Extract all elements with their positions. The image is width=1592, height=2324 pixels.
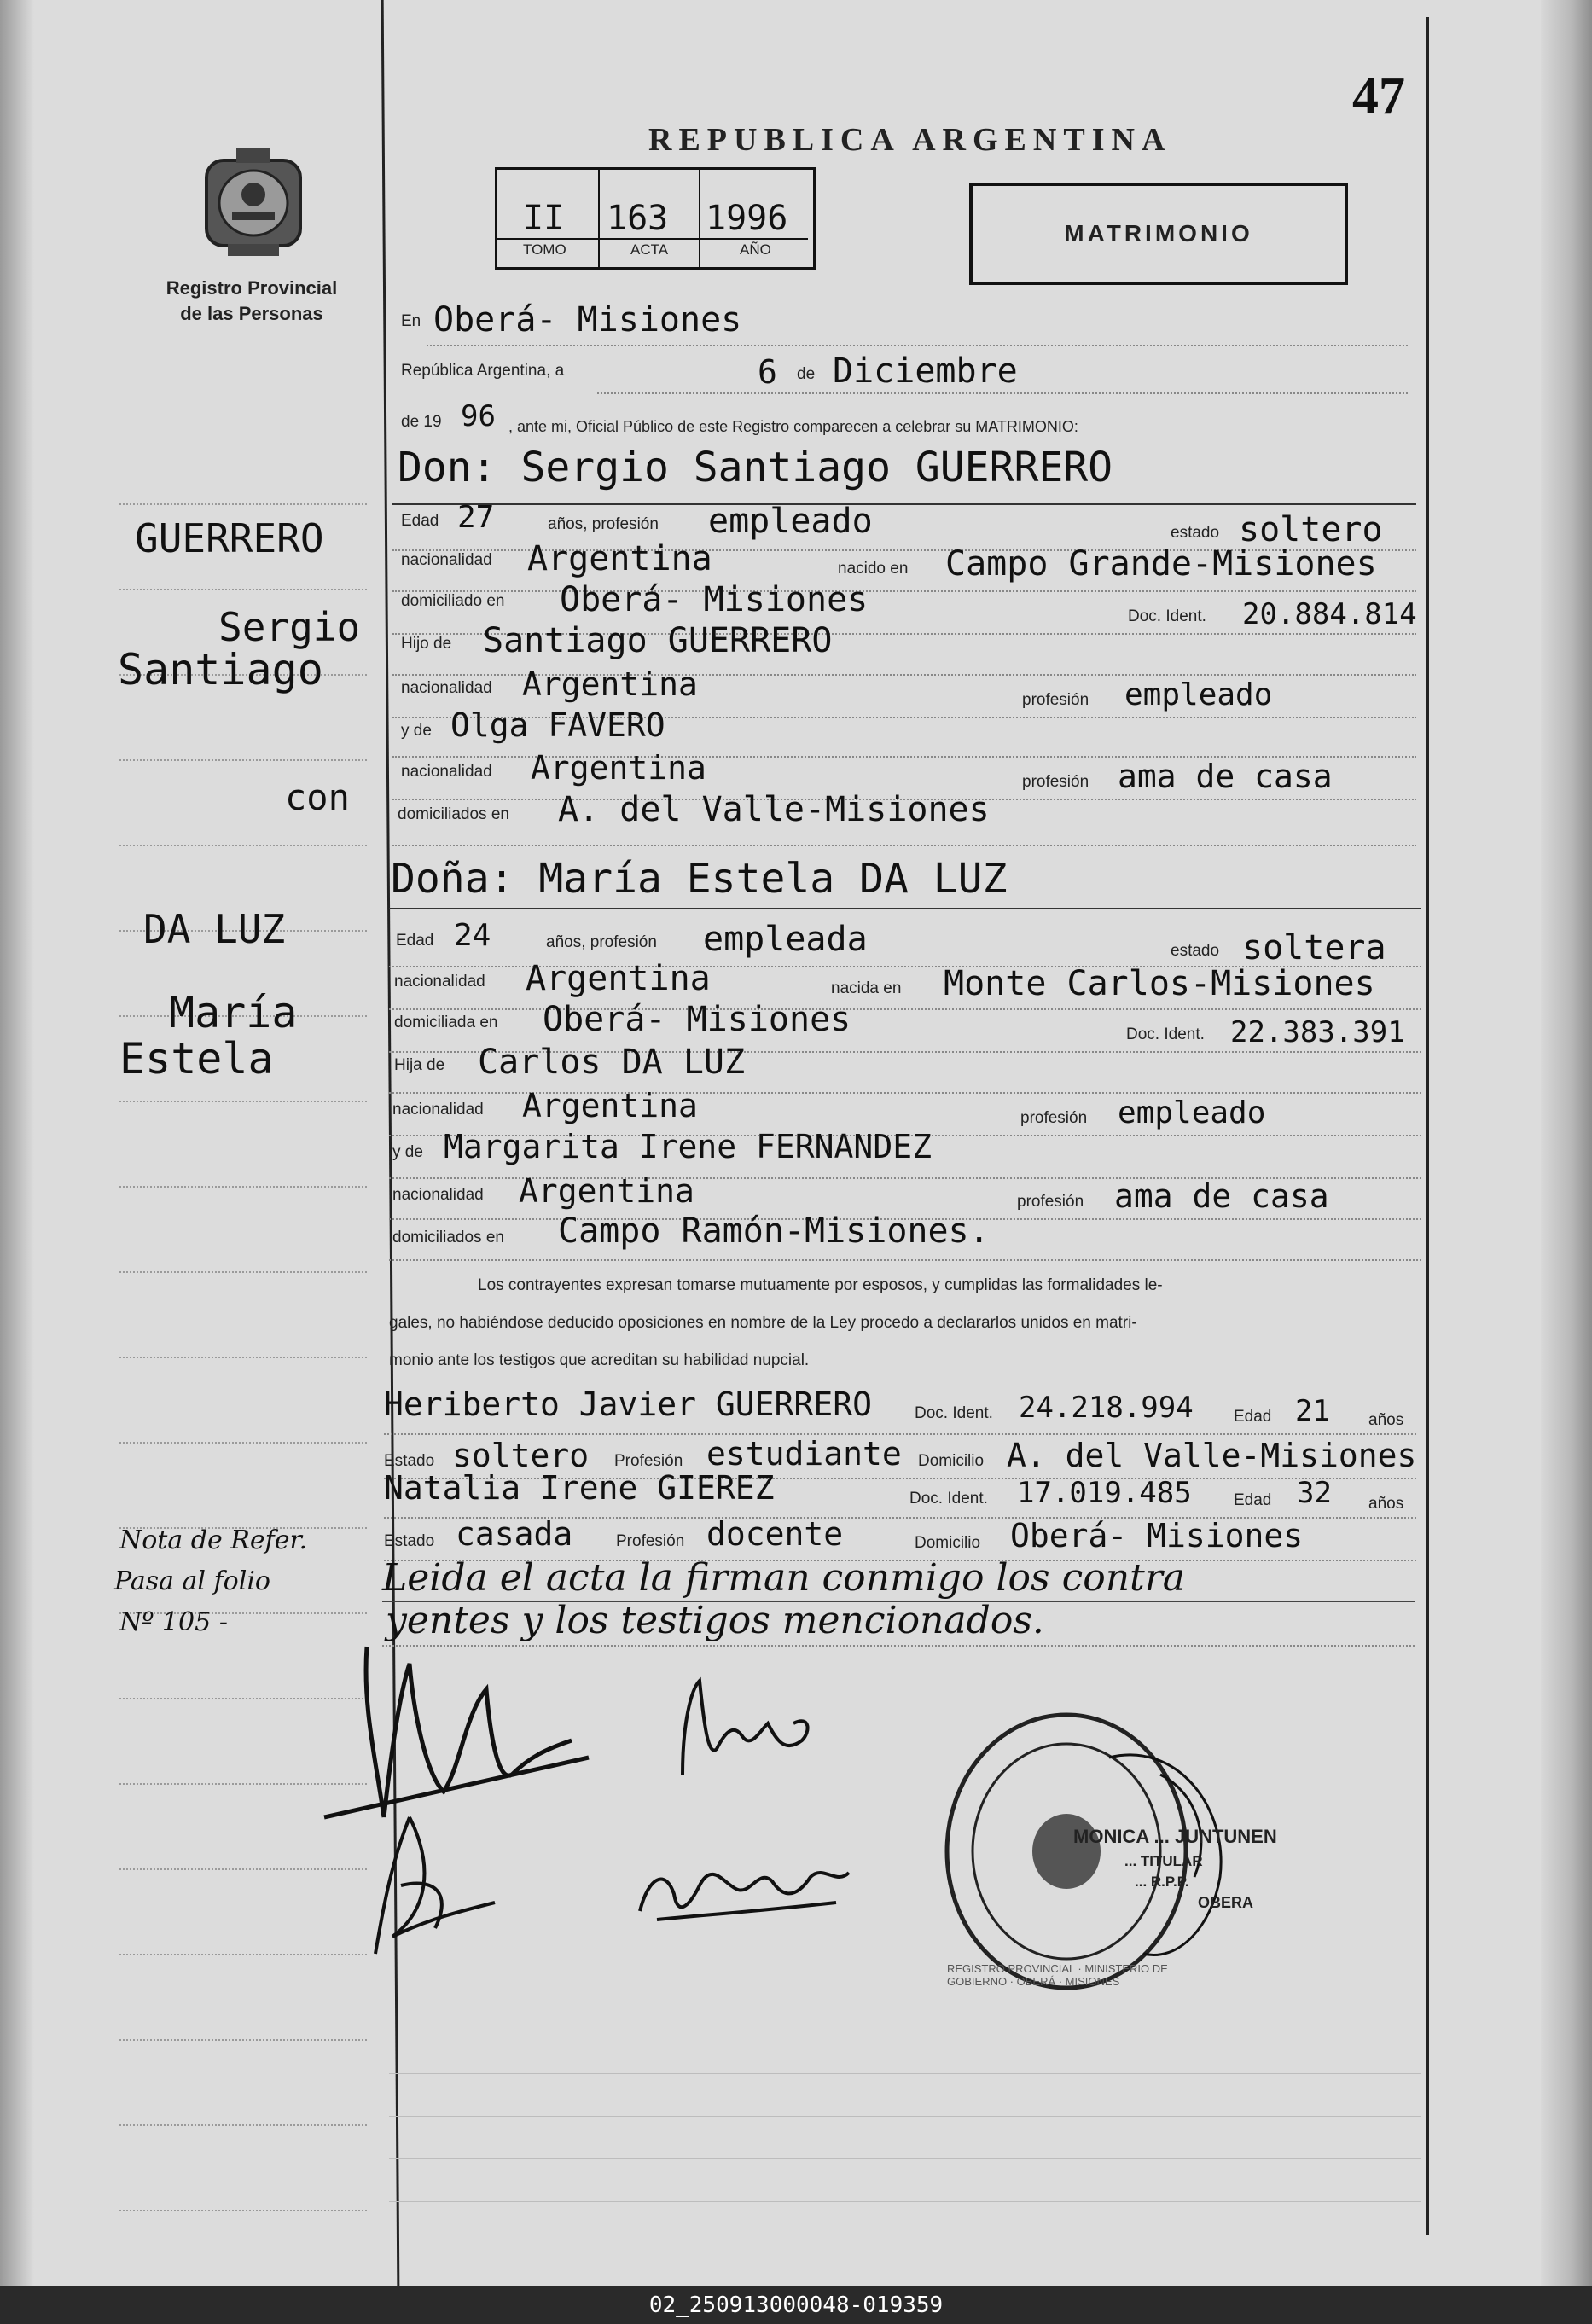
witness-marital: casada <box>456 1515 573 1553</box>
document-type-box <box>969 183 1348 285</box>
bride-birthplace: Monte Carlos-Misiones <box>944 964 1375 1003</box>
bride-nacida-label: nacida en <box>831 979 902 997</box>
bride-nac-label: nacionalidad <box>394 973 485 991</box>
witness-dom-label: Domicilio <box>915 1534 981 1552</box>
bride-domicile: Oberá- Misiones <box>543 1000 851 1039</box>
groom-age: 27 <box>457 500 495 535</box>
bride-dom-label: domiciliada en <box>394 1014 498 1031</box>
groom-nationality: Argentina <box>527 539 712 578</box>
witness-domicile: Oberá- Misiones <box>1010 1517 1304 1554</box>
formal-text-line2: gales, no habiéndose deducido oposiciones en nombre de la Ley procedo a declararlos unidos en matri- <box>389 1314 1137 1332</box>
month: Diciembre <box>833 352 1018 391</box>
stamp-line1: MONICA ... JUNTUNEN <box>1073 1826 1277 1847</box>
bride-doc-label: Doc. Ident. <box>1126 1025 1205 1043</box>
tomo-label: TOMO <box>523 241 566 258</box>
witness-domicile: A. del Valle-Misiones <box>1007 1437 1417 1474</box>
witness1-signature <box>358 1809 512 1962</box>
closing-line1: Leida el acta la firman conmigo los contra <box>382 1556 1185 1600</box>
groom-anos-prof-label: años, profesión <box>548 515 659 533</box>
groom-profession: empleado <box>708 502 873 541</box>
witness-estado-label: Estado <box>384 1532 435 1550</box>
groom-mother-prof-label: profesión <box>1022 773 1089 791</box>
margin-note1: Nota de Refer. <box>119 1525 308 1555</box>
margin-note2: Pasa al folio <box>114 1566 270 1596</box>
groom-marital: soltero <box>1239 510 1383 549</box>
witness-prof-label: Profesión <box>614 1452 683 1470</box>
bride-mother-prof-label: profesión <box>1017 1193 1084 1211</box>
witness-age: 21 <box>1295 1394 1330 1428</box>
bride-nationality: Argentina <box>526 959 711 998</box>
witness-anos-label: años <box>1368 1495 1404 1513</box>
witness2-signature <box>631 1843 853 1937</box>
bride-estado-label: estado <box>1171 942 1220 960</box>
witness-edad-label: Edad <box>1234 1408 1272 1426</box>
acta-value: 163 <box>607 199 669 238</box>
witness-doc: 24.218.994 <box>1019 1391 1194 1425</box>
day: 6 <box>758 353 777 391</box>
margin-given2a: María <box>169 988 298 1037</box>
bride-edad-label: Edad <box>396 932 434 950</box>
margin-note3: Nº 105 - <box>119 1607 228 1637</box>
groom-hijo-label: Hijo de <box>401 635 452 653</box>
en-label: En <box>401 312 421 330</box>
bride-marital: soltera <box>1242 928 1386 967</box>
bride-title: Doña: María Estela DA LUZ <box>391 855 1008 903</box>
groom-signature <box>316 1638 597 1834</box>
acta-cell <box>598 170 700 267</box>
groom-nacido-label: nacido en <box>838 560 909 578</box>
place: Oberá- Misiones <box>433 300 742 340</box>
groom-father-nac-label: nacionalidad <box>401 679 492 697</box>
bride-hija-label: Hija de <box>394 1056 445 1074</box>
witness-age: 32 <box>1297 1476 1332 1510</box>
ano-cell <box>699 170 808 267</box>
witness-doc-label: Doc. Ident. <box>915 1404 993 1422</box>
groom-nac-label: nacionalidad <box>401 551 492 569</box>
witness-profession: estudiante <box>706 1435 902 1473</box>
bride-mother-nac-label: nacionalidad <box>392 1186 484 1204</box>
witness-prof-label: Profesión <box>616 1532 685 1550</box>
witness-name: Natalia Irene GIEREZ <box>384 1469 775 1507</box>
witness-name: Heriberto Javier GUERRERO <box>384 1386 872 1423</box>
margin-conj: con <box>285 776 350 818</box>
margin-surname1: GUERRERO <box>135 515 324 561</box>
groom-father-nat: Argentina <box>522 665 698 703</box>
bride-yde-label: y de <box>392 1143 423 1161</box>
bride-mother-nat: Argentina <box>519 1172 694 1210</box>
groom-mother-prof: ama de casa <box>1118 758 1333 795</box>
country-title: REPUBLICA ARGENTINA <box>648 122 1172 158</box>
de-year-label: de 19 <box>401 413 442 431</box>
bride-signature <box>665 1672 819 1792</box>
stamp-line3: ... R.P.P. <box>1135 1874 1189 1890</box>
tomo-value: II <box>523 199 565 238</box>
stamp-line4: OBERA <box>1198 1894 1254 1911</box>
groom-title: Don: Sergio Santiago GUERRERO <box>398 444 1113 491</box>
groom-parents-dom-label: domiciliados en <box>398 805 509 823</box>
groom-estado-label: estado <box>1171 524 1220 542</box>
groom-doc-label: Doc. Ident. <box>1128 607 1206 625</box>
bride-father-prof-label: profesión <box>1020 1109 1088 1127</box>
bride-profession: empleada <box>703 920 868 959</box>
groom-dom-label: domiciliado en <box>401 592 505 610</box>
witness-estado-label: Estado <box>384 1452 435 1470</box>
year-suffix: 96 <box>461 399 496 433</box>
bride-mother: Margarita Irene FERNANDEZ <box>444 1128 932 1165</box>
groom-mother-nat: Argentina <box>531 749 706 787</box>
record-number-box <box>495 167 816 270</box>
formal-text-line1: Los contrayentes expresan tomarse mutuamente por esposos, y cumplidas las formalidades le- <box>478 1276 1163 1294</box>
provincial-emblem-icon <box>198 143 309 263</box>
registry-line1: Registro Provincial <box>166 277 338 299</box>
bride-father-nac-label: nacionalidad <box>392 1101 484 1118</box>
witness-doc: 17.019.485 <box>1017 1476 1192 1510</box>
bride-father-prof: empleado <box>1118 1095 1266 1130</box>
bride-father-nat: Argentina <box>522 1087 698 1124</box>
republica-label: República Argentina, a <box>401 362 565 380</box>
document-type: MATRIMONIO <box>1064 220 1253 247</box>
right-rule <box>1426 17 1429 2235</box>
margin-given2b: Estela <box>119 1034 274 1084</box>
formal-text-line3: monio ante los testigos que acreditan su habilidad nupcial. <box>389 1351 810 1369</box>
ano-value: 1996 <box>706 199 788 238</box>
margin-given1a: Sergio <box>218 604 361 650</box>
acta-label: ACTA <box>630 241 669 258</box>
groom-father: Santiago GUERRERO <box>483 621 833 660</box>
groom-mother-nac-label: nacionalidad <box>401 763 492 781</box>
de-label: de <box>797 365 816 383</box>
witness-doc-label: Doc. Ident. <box>909 1490 988 1508</box>
witness-anos-label: años <box>1368 1411 1404 1429</box>
groom-doc: 20.884.814 <box>1242 597 1417 631</box>
tomo-cell <box>497 170 600 267</box>
groom-mother: Olga FAVERO <box>450 706 665 744</box>
margin-surname2: DA LUZ <box>143 906 286 952</box>
bride-parents-dom: Campo Ramón-Misiones. <box>558 1211 990 1251</box>
closing-line2: yentes y los testigos mencionados. <box>386 1599 1044 1642</box>
folio-number: 47 <box>1352 67 1405 125</box>
official-seal <box>938 1706 1246 1996</box>
groom-birthplace: Campo Grande-Misiones <box>945 544 1377 584</box>
groom-edad-label: Edad <box>401 512 439 530</box>
groom-father-prof-label: profesión <box>1022 691 1089 709</box>
witness-marital: soltero <box>452 1437 590 1474</box>
bride-doc: 22.383.391 <box>1230 1015 1405 1049</box>
groom-domicile: Oberá- Misiones <box>560 580 869 619</box>
bride-father: Carlos DA LUZ <box>478 1043 746 1082</box>
margin-given1b: Santiago <box>118 645 323 694</box>
witness-dom-label: Domicilio <box>918 1452 985 1470</box>
image-id-footer: 02_250913000048-019359 <box>0 2286 1592 2324</box>
stamp-line2: ... TITULAR <box>1124 1853 1203 1869</box>
bride-anos-prof-label: años, profesión <box>546 933 657 951</box>
groom-parents-dom: A. del Valle-Misiones <box>558 790 990 829</box>
declaration: , ante mi, Oficial Público de este Registro comparecen a celebrar su MATRIMONIO: <box>508 418 1078 435</box>
bride-age: 24 <box>454 918 491 953</box>
bride-parents-dom-label: domiciliados en <box>392 1229 504 1246</box>
groom-father-prof: empleado <box>1124 677 1273 712</box>
witness-edad-label: Edad <box>1234 1491 1272 1509</box>
ano-label: AÑO <box>740 241 771 258</box>
bride-mother-prof: ama de casa <box>1114 1177 1329 1215</box>
registry-line2: de las Personas <box>180 303 323 324</box>
groom-yde-label: y de <box>401 722 432 740</box>
witness-profession: docente <box>706 1515 844 1553</box>
seal-text: REGISTRO PROVINCIAL · MINISTERIO DE GOBIERNO · OBERÁ · MISIONES <box>947 1962 1168 1988</box>
